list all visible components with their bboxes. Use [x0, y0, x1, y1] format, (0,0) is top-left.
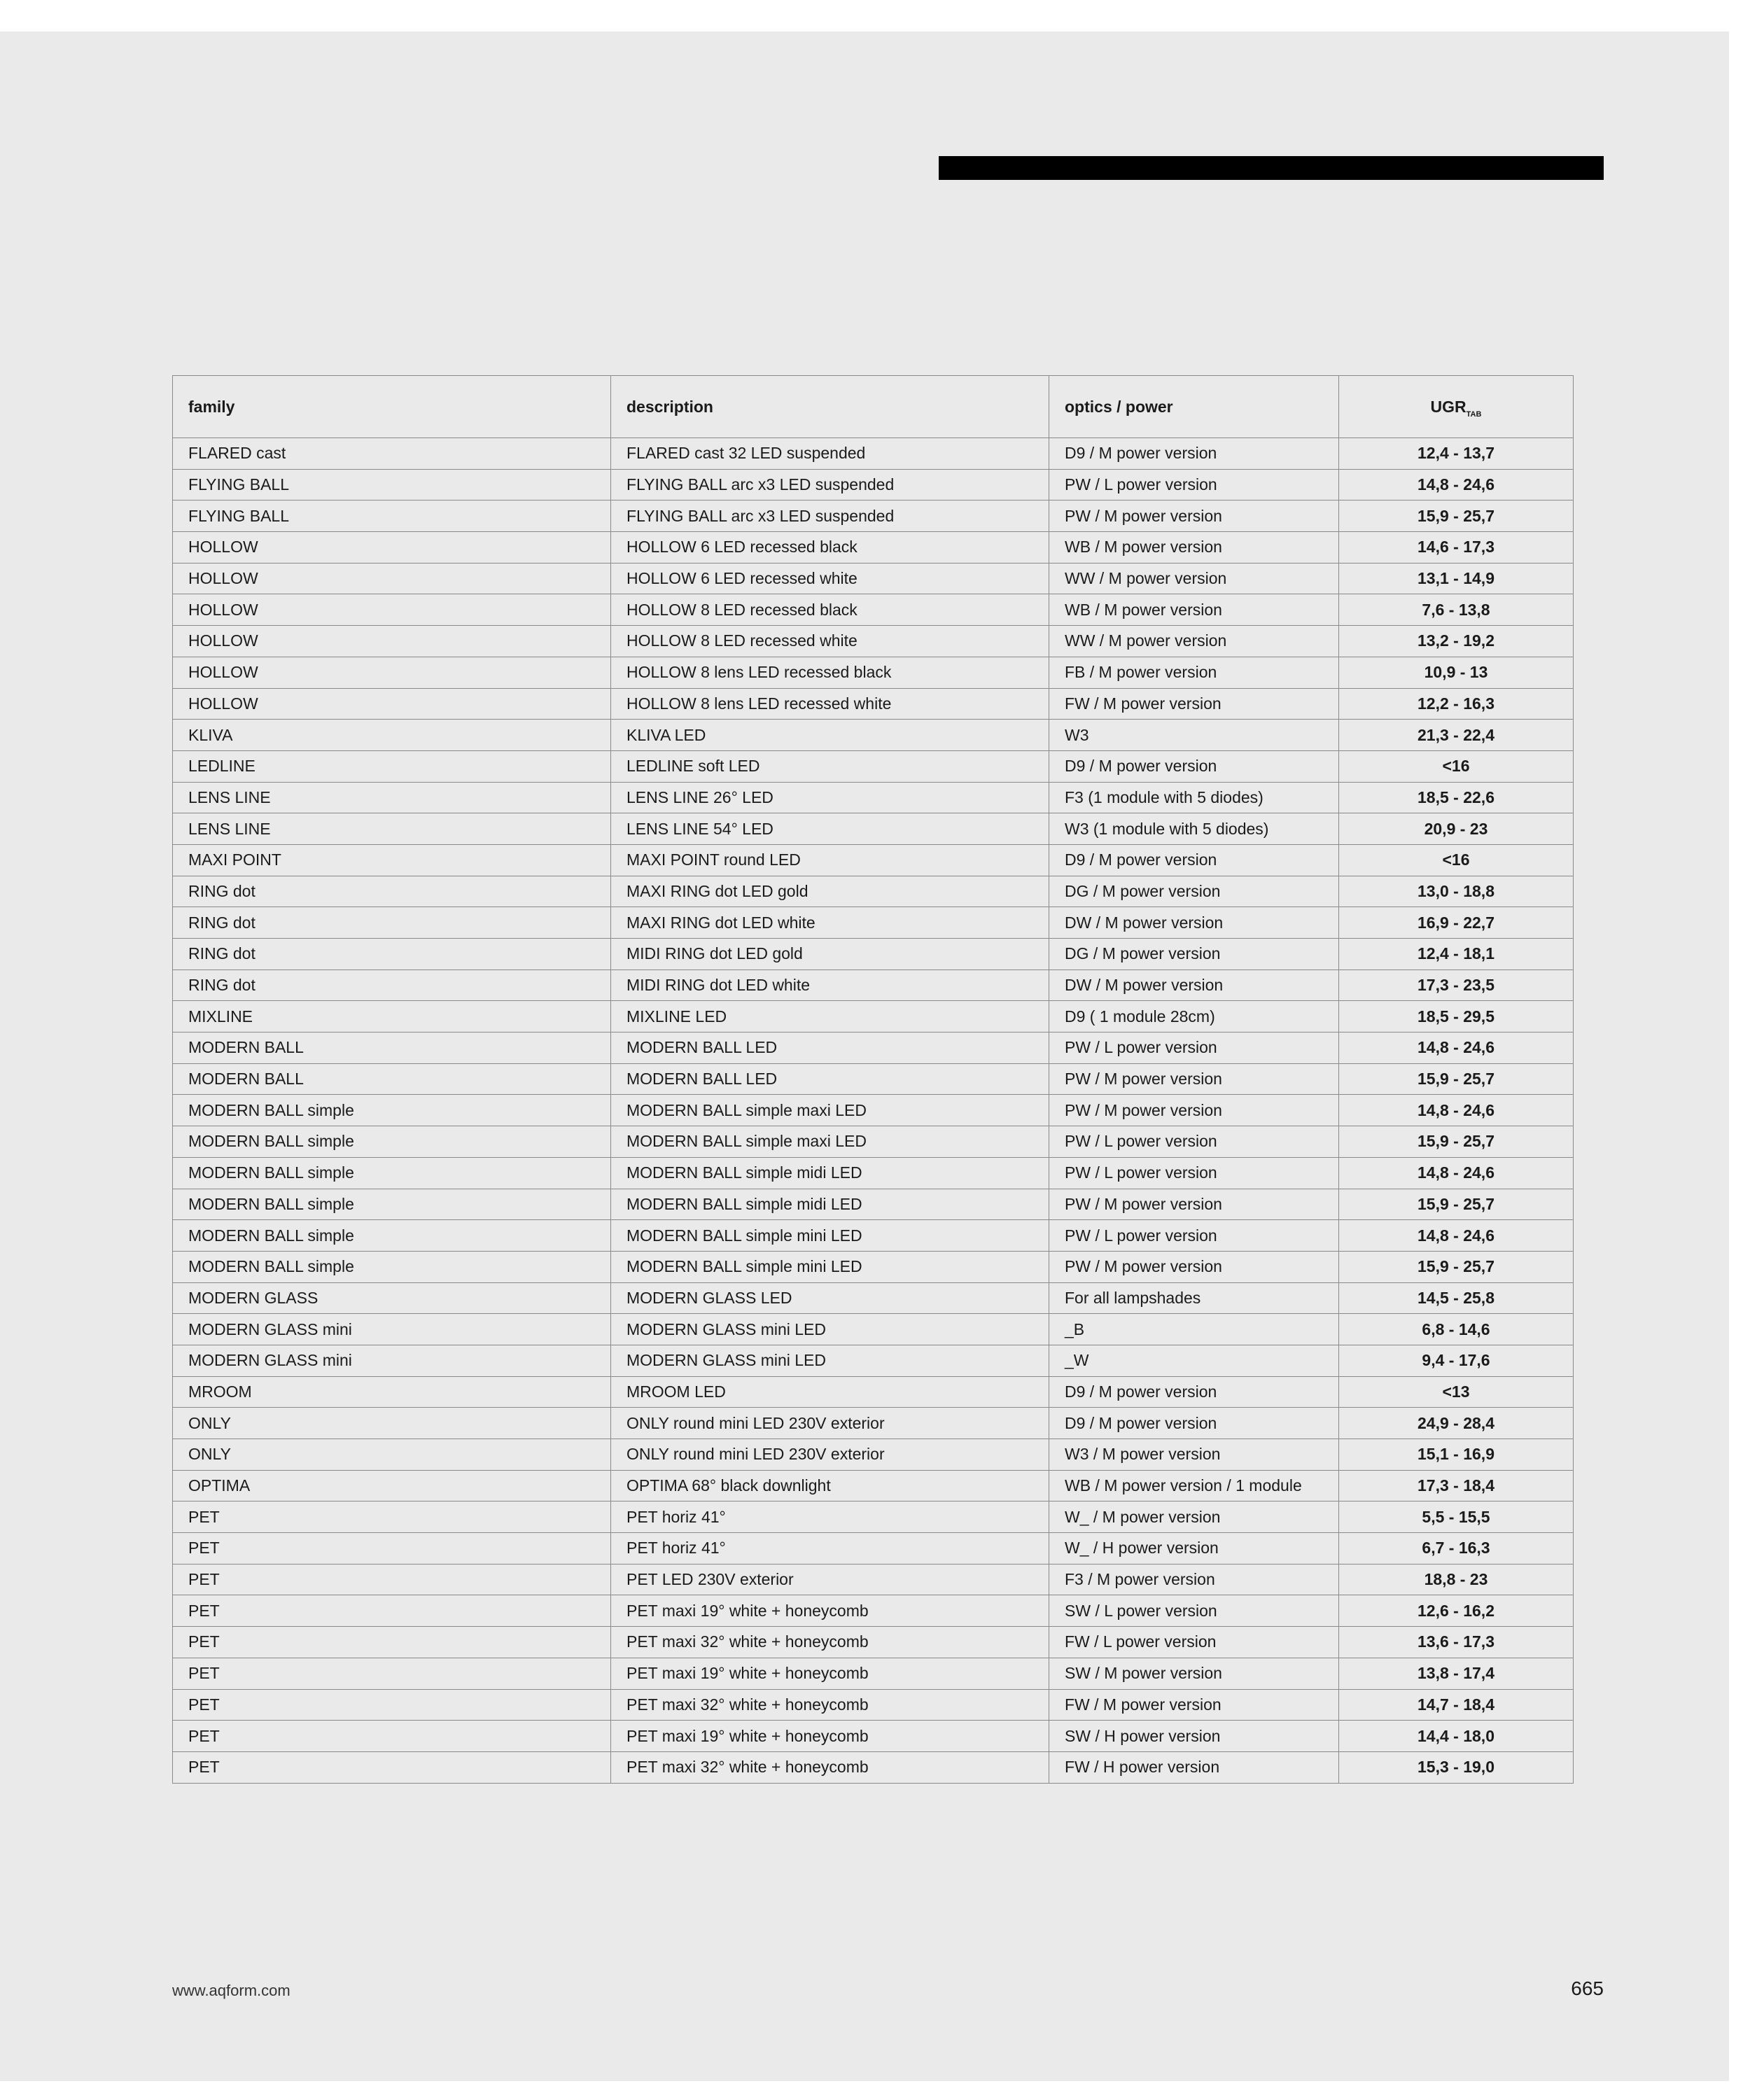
cell-family: MROOM: [173, 1376, 611, 1408]
cell-description: MODERN GLASS mini LED: [611, 1345, 1049, 1376]
cell-ugr: 14,8 - 24,6: [1339, 1220, 1574, 1252]
table-row: [173, 532, 1574, 564]
footer-url: www.aqform.com: [172, 1982, 290, 1999]
table-row: [173, 657, 1574, 688]
cell-ugr: 14,8 - 24,6: [1339, 1157, 1574, 1189]
cell-family: OPTIMA: [173, 1470, 611, 1502]
cell-optics-power: PW / M power version: [1049, 1063, 1339, 1095]
cell-description: MIDI RING dot LED white: [611, 969, 1049, 1001]
cell-ugr: 13,2 - 19,2: [1339, 626, 1574, 657]
cell-optics-power: PW / M power version: [1049, 500, 1339, 532]
cell-ugr: 13,8 - 17,4: [1339, 1658, 1574, 1689]
cell-family: PET: [173, 1627, 611, 1658]
cell-optics-power: WW / M power version: [1049, 563, 1339, 594]
cell-optics-power: D9 / M power version: [1049, 844, 1339, 876]
cell-optics-power: FW / L power version: [1049, 1627, 1339, 1658]
table-row: [173, 1251, 1574, 1282]
cell-description: MODERN GLASS LED: [611, 1282, 1049, 1314]
cell-family: ONLY: [173, 1408, 611, 1439]
cell-description: ONLY round mini LED 230V exterior: [611, 1408, 1049, 1439]
cell-family: PET: [173, 1502, 611, 1533]
table-header-row: [173, 376, 1574, 438]
cell-description: MODERN BALL simple maxi LED: [611, 1095, 1049, 1126]
cell-family: FLYING BALL: [173, 500, 611, 532]
cell-family: PET: [173, 1751, 611, 1783]
cell-family: HOLLOW: [173, 563, 611, 594]
table-row: [173, 750, 1574, 782]
cell-family: MODERN BALL: [173, 1032, 611, 1064]
cell-family: MODERN BALL: [173, 1063, 611, 1095]
cell-description: MIXLINE LED: [611, 1001, 1049, 1032]
table-row: [173, 688, 1574, 720]
table-row: [173, 969, 1574, 1001]
cell-description: PET horiz 41°: [611, 1502, 1049, 1533]
cell-ugr: 18,5 - 29,5: [1339, 1001, 1574, 1032]
cell-ugr: 13,1 - 14,9: [1339, 563, 1574, 594]
header-description: description: [611, 376, 1049, 438]
cell-ugr: 14,5 - 25,8: [1339, 1282, 1574, 1314]
cell-family: ONLY: [173, 1439, 611, 1471]
table-body: [173, 438, 1574, 1784]
cell-description: MAXI RING dot LED gold: [611, 876, 1049, 907]
cell-description: HOLLOW 8 lens LED recessed white: [611, 688, 1049, 720]
cell-description: MODERN BALL simple maxi LED: [611, 1126, 1049, 1158]
table-row: [173, 1126, 1574, 1158]
cell-optics-power: W3 / M power version: [1049, 1439, 1339, 1471]
cell-description: HOLLOW 6 LED recessed black: [611, 532, 1049, 564]
cell-optics-power: FB / M power version: [1049, 657, 1339, 688]
cell-description: HOLLOW 8 lens LED recessed black: [611, 657, 1049, 688]
cell-family: MODERN GLASS mini: [173, 1345, 611, 1376]
table-row: [173, 626, 1574, 657]
cell-ugr: 15,9 - 25,7: [1339, 1251, 1574, 1282]
cell-description: LEDLINE soft LED: [611, 750, 1049, 782]
table-row: [173, 1439, 1574, 1471]
cell-description: PET maxi 32° white + honeycomb: [611, 1751, 1049, 1783]
cell-family: PET: [173, 1689, 611, 1721]
cell-family: RING dot: [173, 939, 611, 970]
cell-optics-power: D9 / M power version: [1049, 1376, 1339, 1408]
cell-optics-power: PW / M power version: [1049, 1251, 1339, 1282]
cell-ugr: 13,0 - 18,8: [1339, 876, 1574, 907]
cell-description: ONLY round mini LED 230V exterior: [611, 1439, 1049, 1471]
cell-optics-power: W3 (1 module with 5 diodes): [1049, 813, 1339, 845]
cell-family: PET: [173, 1564, 611, 1595]
cell-description: FLYING BALL arc x3 LED suspended: [611, 500, 1049, 532]
cell-ugr: <16: [1339, 844, 1574, 876]
cell-family: MODERN BALL simple: [173, 1189, 611, 1220]
cell-ugr: <16: [1339, 750, 1574, 782]
cell-ugr: 5,5 - 15,5: [1339, 1502, 1574, 1533]
cell-optics-power: F3 / M power version: [1049, 1564, 1339, 1595]
table-row: [173, 1721, 1574, 1752]
cell-family: MODERN BALL simple: [173, 1251, 611, 1282]
cell-ugr: 15,9 - 25,7: [1339, 1189, 1574, 1220]
cell-family: MIXLINE: [173, 1001, 611, 1032]
cell-optics-power: WW / M power version: [1049, 626, 1339, 657]
cell-family: FLARED cast: [173, 438, 611, 470]
cell-ugr: 15,9 - 25,7: [1339, 1063, 1574, 1095]
cell-description: PET maxi 19° white + honeycomb: [611, 1658, 1049, 1689]
table-row: [173, 1157, 1574, 1189]
cell-description: PET maxi 32° white + honeycomb: [611, 1627, 1049, 1658]
cell-optics-power: PW / L power version: [1049, 1220, 1339, 1252]
table-row: [173, 876, 1574, 907]
cell-family: MODERN BALL simple: [173, 1095, 611, 1126]
cell-optics-power: WB / M power version: [1049, 594, 1339, 626]
cell-ugr: 12,2 - 16,3: [1339, 688, 1574, 720]
cell-optics-power: PW / L power version: [1049, 1157, 1339, 1189]
header-ugr-label: UGR: [1430, 397, 1466, 416]
cell-optics-power: PW / M power version: [1049, 1189, 1339, 1220]
cell-family: FLYING BALL: [173, 469, 611, 500]
cell-family: HOLLOW: [173, 594, 611, 626]
cell-family: LEDLINE: [173, 750, 611, 782]
table-row: [173, 907, 1574, 939]
cell-ugr: 24,9 - 28,4: [1339, 1408, 1574, 1439]
table-row: [173, 782, 1574, 813]
cell-ugr: 14,4 - 18,0: [1339, 1721, 1574, 1752]
cell-family: RING dot: [173, 969, 611, 1001]
table-row: [173, 1689, 1574, 1721]
cell-ugr: 20,9 - 23: [1339, 813, 1574, 845]
cell-description: PET LED 230V exterior: [611, 1564, 1049, 1595]
cell-ugr: 12,6 - 16,2: [1339, 1595, 1574, 1627]
cell-optics-power: _W: [1049, 1345, 1339, 1376]
cell-description: MODERN BALL simple mini LED: [611, 1220, 1049, 1252]
cell-ugr: 14,7 - 18,4: [1339, 1689, 1574, 1721]
cell-description: MROOM LED: [611, 1376, 1049, 1408]
cell-optics-power: PW / L power version: [1049, 1032, 1339, 1064]
header-ugr: [1339, 376, 1574, 438]
cell-optics-power: PW / L power version: [1049, 1126, 1339, 1158]
cell-description: PET horiz 41°: [611, 1533, 1049, 1564]
cell-optics-power: SW / L power version: [1049, 1595, 1339, 1627]
cell-family: MODERN BALL simple: [173, 1157, 611, 1189]
cell-description: MODERN GLASS mini LED: [611, 1314, 1049, 1345]
cell-description: PET maxi 32° white + honeycomb: [611, 1689, 1049, 1721]
cell-optics-power: DG / M power version: [1049, 939, 1339, 970]
cell-optics-power: D9 / M power version: [1049, 750, 1339, 782]
table-row: [173, 438, 1574, 470]
table-row: [173, 1345, 1574, 1376]
cell-description: KLIVA LED: [611, 720, 1049, 751]
cell-description: PET maxi 19° white + honeycomb: [611, 1595, 1049, 1627]
cell-optics-power: DW / M power version: [1049, 907, 1339, 939]
table-row: [173, 844, 1574, 876]
cell-description: MAXI RING dot LED white: [611, 907, 1049, 939]
cell-ugr: 14,8 - 24,6: [1339, 469, 1574, 500]
cell-ugr: 10,9 - 13: [1339, 657, 1574, 688]
cell-family: MAXI POINT: [173, 844, 611, 876]
table-row: [173, 1189, 1574, 1220]
cell-description: PET maxi 19° white + honeycomb: [611, 1721, 1049, 1752]
table-row: [173, 1095, 1574, 1126]
cell-description: LENS LINE 54° LED: [611, 813, 1049, 845]
cell-optics-power: D9 / M power version: [1049, 438, 1339, 470]
table-row: [173, 1408, 1574, 1439]
cell-optics-power: FW / M power version: [1049, 1689, 1339, 1721]
cell-ugr: 15,9 - 25,7: [1339, 1126, 1574, 1158]
cell-family: KLIVA: [173, 720, 611, 751]
cell-optics-power: PW / M power version: [1049, 1095, 1339, 1126]
cell-description: HOLLOW 8 LED recessed white: [611, 626, 1049, 657]
cell-ugr: 14,8 - 24,6: [1339, 1095, 1574, 1126]
table-row: [173, 1658, 1574, 1689]
cell-description: FLYING BALL arc x3 LED suspended: [611, 469, 1049, 500]
cell-family: RING dot: [173, 876, 611, 907]
page-number: 665: [1571, 1977, 1604, 1999]
cell-ugr: 17,3 - 18,4: [1339, 1470, 1574, 1502]
header-optics-power: optics / power: [1049, 376, 1339, 438]
cell-description: MAXI POINT round LED: [611, 844, 1049, 876]
cell-family: HOLLOW: [173, 626, 611, 657]
table-row: [173, 1032, 1574, 1064]
table-row: [173, 1282, 1574, 1314]
table-row: [173, 1220, 1574, 1252]
table-row: [173, 1502, 1574, 1533]
cell-ugr: 7,6 - 13,8: [1339, 594, 1574, 626]
table-row: [173, 939, 1574, 970]
table-row: [173, 1314, 1574, 1345]
header-family: family: [173, 376, 611, 438]
table-row: [173, 1751, 1574, 1783]
cell-ugr: <13: [1339, 1376, 1574, 1408]
cell-optics-power: F3 (1 module with 5 diodes): [1049, 782, 1339, 813]
cell-family: LENS LINE: [173, 782, 611, 813]
table-row: [173, 813, 1574, 845]
cell-optics-power: WB / M power version / 1 module: [1049, 1470, 1339, 1502]
cell-optics-power: FW / M power version: [1049, 688, 1339, 720]
cell-family: RING dot: [173, 907, 611, 939]
cell-ugr: 16,9 - 22,7: [1339, 907, 1574, 939]
cell-family: HOLLOW: [173, 657, 611, 688]
cell-description: FLARED cast 32 LED suspended: [611, 438, 1049, 470]
cell-family: MODERN GLASS: [173, 1282, 611, 1314]
cell-ugr: 12,4 - 13,7: [1339, 438, 1574, 470]
cell-optics-power: WB / M power version: [1049, 532, 1339, 564]
cell-ugr: 14,8 - 24,6: [1339, 1032, 1574, 1064]
table-row: [173, 720, 1574, 751]
cell-description: OPTIMA 68° black downlight: [611, 1470, 1049, 1502]
cell-family: PET: [173, 1658, 611, 1689]
table-row: [173, 1627, 1574, 1658]
table-row: [173, 1001, 1574, 1032]
cell-optics-power: DG / M power version: [1049, 876, 1339, 907]
table-row: [173, 469, 1574, 500]
cell-family: HOLLOW: [173, 532, 611, 564]
cell-description: MODERN BALL LED: [611, 1063, 1049, 1095]
table-row: [173, 563, 1574, 594]
cell-ugr: 17,3 - 23,5: [1339, 969, 1574, 1001]
cell-description: HOLLOW 8 LED recessed black: [611, 594, 1049, 626]
table-row: [173, 1595, 1574, 1627]
cell-ugr: 6,8 - 14,6: [1339, 1314, 1574, 1345]
cell-ugr: 18,5 - 22,6: [1339, 782, 1574, 813]
table-row: [173, 1533, 1574, 1564]
cell-optics-power: SW / M power version: [1049, 1658, 1339, 1689]
cell-family: PET: [173, 1595, 611, 1627]
cell-family: PET: [173, 1721, 611, 1752]
cell-family: PET: [173, 1533, 611, 1564]
cell-ugr: 15,9 - 25,7: [1339, 500, 1574, 532]
cell-description: MODERN BALL LED: [611, 1032, 1049, 1064]
table-row: [173, 500, 1574, 532]
cell-ugr: 18,8 - 23: [1339, 1564, 1574, 1595]
cell-description: MODERN BALL simple midi LED: [611, 1189, 1049, 1220]
table-row: [173, 1376, 1574, 1408]
header-ugr-subscript: TAB: [1466, 410, 1482, 419]
cell-ugr: 15,1 - 16,9: [1339, 1439, 1574, 1471]
cell-optics-power: D9 ( 1 module 28cm): [1049, 1001, 1339, 1032]
cell-optics-power: D9 / M power version: [1049, 1408, 1339, 1439]
cell-optics-power: PW / L power version: [1049, 469, 1339, 500]
cell-optics-power: SW / H power version: [1049, 1721, 1339, 1752]
cell-family: MODERN BALL simple: [173, 1126, 611, 1158]
catalog-page: [0, 31, 1729, 2081]
cell-optics-power: DW / M power version: [1049, 969, 1339, 1001]
cell-description: MIDI RING dot LED gold: [611, 939, 1049, 970]
cell-family: HOLLOW: [173, 688, 611, 720]
cell-ugr: 14,6 - 17,3: [1339, 532, 1574, 564]
table-row: [173, 594, 1574, 626]
cell-optics-power: W3: [1049, 720, 1339, 751]
cell-description: HOLLOW 6 LED recessed white: [611, 563, 1049, 594]
cell-description: MODERN BALL simple midi LED: [611, 1157, 1049, 1189]
cell-family: MODERN BALL simple: [173, 1220, 611, 1252]
table-row: [173, 1063, 1574, 1095]
cell-ugr: 15,3 - 19,0: [1339, 1751, 1574, 1783]
cell-description: LENS LINE 26° LED: [611, 782, 1049, 813]
cell-optics-power: For all lampshades: [1049, 1282, 1339, 1314]
cell-optics-power: FW / H power version: [1049, 1751, 1339, 1783]
cell-ugr: 13,6 - 17,3: [1339, 1627, 1574, 1658]
cell-ugr: 9,4 - 17,6: [1339, 1345, 1574, 1376]
cell-optics-power: W_ / M power version: [1049, 1502, 1339, 1533]
cell-ugr: 12,4 - 18,1: [1339, 939, 1574, 970]
cell-ugr: 6,7 - 16,3: [1339, 1533, 1574, 1564]
table-row: [173, 1564, 1574, 1595]
cell-description: MODERN BALL simple mini LED: [611, 1251, 1049, 1282]
cell-family: LENS LINE: [173, 813, 611, 845]
ugr-table: [172, 375, 1574, 1784]
cell-optics-power: _B: [1049, 1314, 1339, 1345]
cell-optics-power: W_ / H power version: [1049, 1533, 1339, 1564]
cell-family: MODERN GLASS mini: [173, 1314, 611, 1345]
cell-ugr: 21,3 - 22,4: [1339, 720, 1574, 751]
table-row: [173, 1470, 1574, 1502]
header-bar: [939, 156, 1604, 180]
